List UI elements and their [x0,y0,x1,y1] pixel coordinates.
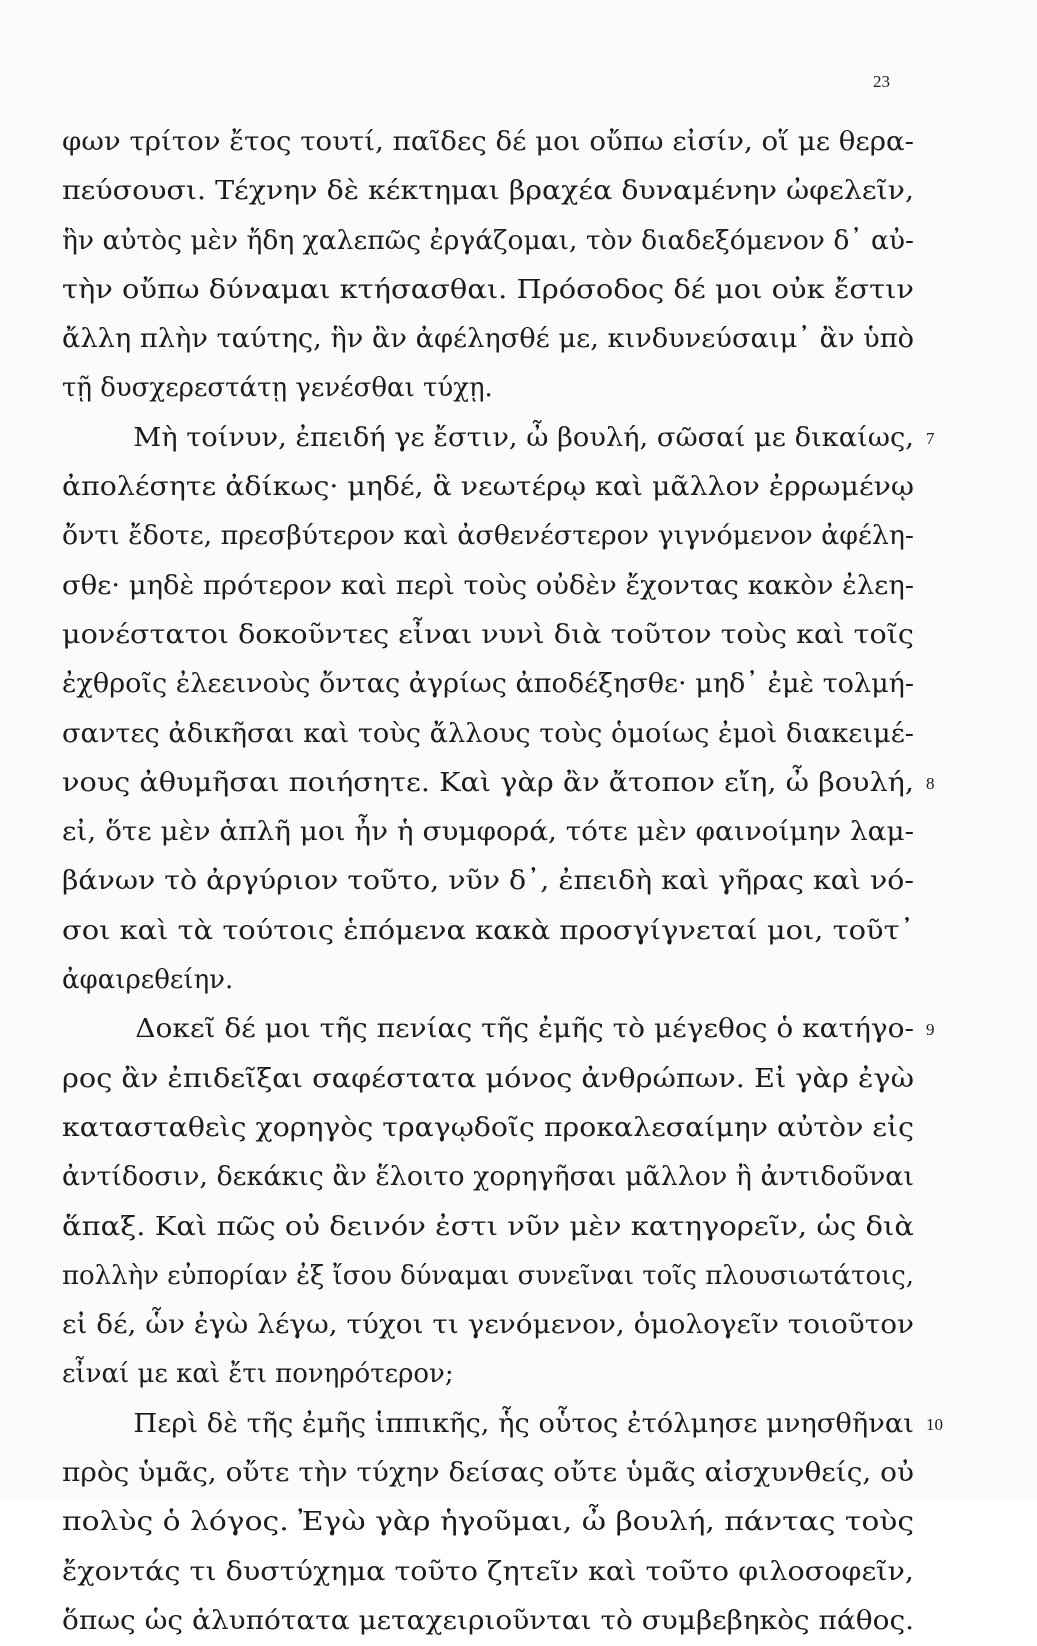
text-line [62,217,922,266]
section-number: 8 [926,773,935,793]
text-line-content: Δοκεῖ δέ μοι τῆς πενίας τῆς ἐμῆς τὸ μέγεθος ὁ κατήγο- [135,1014,914,1045]
text-line-content: σαντες ἀδικῆσαι καὶ τοὺς ἄλλους τοὺς ὁμοίως ἐμοὶ διακειμέ- [62,718,914,749]
text-line [62,857,922,906]
greek-text-body [62,118,943,1646]
text-line [62,562,922,611]
text-line-content: βάνων τὸ ἀργύριον τοῦτο, νῦν δ᾽, ἐπειδὴ καὶ γῆρας καὶ νό- [62,866,914,897]
text-line-content: πεύσουσι. Τέχνην δὲ κέκτημαι βραχέα δυναμένην ὠφελεῖν, [62,176,915,207]
text-line-content: πρὸς ὑμᾶς, οὔτε τὴν τύχην δείσας οὔτε ὑμᾶς αἰσχυνθείς, οὐ [62,1458,915,1489]
text-line [62,808,922,857]
section-number: 7 [926,428,935,448]
text-line [62,1350,922,1399]
text-line-content: εἶναί με καὶ ἔτι πονηρότερον; [62,1359,454,1390]
page-number: 23 [873,72,890,91]
text-line-content: ἀφαιρεθείην. [62,965,234,996]
text-line [62,1400,943,1449]
text-line-content: Μὴ τοίνυν, ἐπειδή γε ἔστιν, ὦ βουλή, σῶσαί με δικαίως, [133,422,914,453]
text-line [62,1597,922,1646]
text-line [62,118,922,167]
text-line [62,266,922,315]
text-line-content: ἣν αὐτὸς μὲν ἤδη χαλεπῶς ἐργάζομαι, τὸν διαδεξόμενον δ᾽ αὐ- [62,225,915,256]
text-line-content: ρος ἂν ἐπιδεῖξαι σαφέστατα μόνος ἀνθρώπων. Εἰ γὰρ ἐγὼ [62,1063,915,1094]
text-line-content: Περὶ δὲ τῆς ἐμῆς ἱππικῆς, ἧς οὗτος ἐτόλμησε μνησθῆναι [133,1408,914,1439]
text-line [62,315,922,364]
text-line [62,463,922,512]
text-line [62,1252,922,1301]
text-line-content: τῇ δυσχερεστάτῃ γενέσθαι τύχῃ. [62,373,493,404]
text-line-content: κατασταθεὶς χορηγὸς τραγῳδοῖς προκαλεσαίμην αὐτὸν εἰς [62,1112,914,1143]
text-line-content: πολὺς ὁ λόγος. Ἐγὼ γὰρ ἡγοῦμαι, ὦ βουλή, πάντας τοὺς [62,1507,915,1538]
text-line [62,907,922,956]
text-line [62,1449,922,1498]
text-line-content: ὅπως ὡς ἀλυπότατα μεταχειριοῦνται τὸ συμβεβηκὸς πάθος. [62,1605,915,1636]
text-line-content: σοι καὶ τὰ τούτοις ἑπόμενα κακὰ προσγίγνεταί μοι, τοῦτ᾽ [62,915,915,946]
text-line [62,1548,922,1597]
text-line [62,660,922,709]
text-line-content: φων τρίτον ἔτος τουτί, παῖδες δέ μοι οὔπω εἰσίν, οἵ με θερα- [62,127,914,157]
text-line-content: νους ἀθυμῆσαι ποιήσητε. Καὶ γὰρ ἂν ἄτοπον εἴη, ὦ βουλή, [62,767,915,798]
text-line [62,1498,922,1547]
section-number: 10 [926,1414,943,1434]
text-line-content: τὴν οὔπω δύναμαι κτήσασθαι. Πρόσοδος δέ μοι οὐκ ἔστιν [62,274,914,305]
text-line [62,1153,922,1202]
text-line [62,1005,935,1054]
text-line [62,167,922,216]
text-line [62,611,922,660]
text-line-content: ὄντι ἔδοτε, πρεσβύτερον καὶ ἀσθενέστερον γιγνόμενον ἀφέλη- [62,521,914,552]
text-line-content: εἰ δέ, ὧν ἐγὼ λέγω, τύχοι τι γενόμενον, ὁμολογεῖν τοιοῦτον [62,1310,914,1341]
section-number: 9 [926,1020,935,1040]
text-line-content: ἀπολέσητε ἀδίκως· μηδέ, ἃ νεωτέρῳ καὶ μᾶλλον ἐρρωμένῳ [62,472,915,503]
text-line-content: εἰ, ὅτε μὲν ἁπλῆ μοι ἦν ἡ συμφορά, τότε μὲν φαινοίμην λαμ- [62,817,914,848]
text-line-content: ἐχθροῖς ἐλεεινοὺς ὄντας ἀγρίως ἀποδέξησθε· μηδ᾽ ἐμὲ τολμή- [62,669,915,700]
text-line [62,1104,922,1153]
text-line [62,364,922,413]
text-line [62,956,922,1005]
text-line [62,710,922,759]
text-line [62,512,922,561]
text-line-content: ἄλλη πλὴν ταύτης, ἣν ἂν ἀφέλησθέ με, κινδυνεύσαιμ᾽ ἂν ὑπὸ [62,324,914,355]
text-line [62,1301,922,1350]
text-line-content: πολλὴν εὐπορίαν ἐξ ἴσου δύναμαι συνεῖναι τοῖς πλουσιωτάτοις, [62,1260,915,1291]
text-line-content: σθε· μηδὲ πρότερον καὶ περὶ τοὺς οὐδὲν ἔχοντας κακὸν ἐλεη- [62,570,915,601]
text-line [62,1203,922,1252]
text-line [62,1055,922,1104]
text-line-content: μονέστατοι δοκοῦντες εἶναι νυνὶ διὰ τοῦτον τοὺς καὶ τοῖς [62,619,914,650]
text-line [62,414,935,463]
text-line-content: ἀντίδοσιν, δεκάκις ἂν ἕλοιτο χορηγῆσαι μᾶλλον ἢ ἀντιδοῦναι [62,1162,914,1193]
text-line [62,759,935,808]
text-line-content: ἅπαξ. Καὶ πῶς οὐ δεινόν ἐστι νῦν μὲν κατηγορεῖν, ὡς διὰ [62,1211,914,1242]
text-line-content: ἔχοντάς τι δυστύχημα τοῦτο ζητεῖν καὶ τοῦτο φιλοσοφεῖν, [62,1556,914,1587]
